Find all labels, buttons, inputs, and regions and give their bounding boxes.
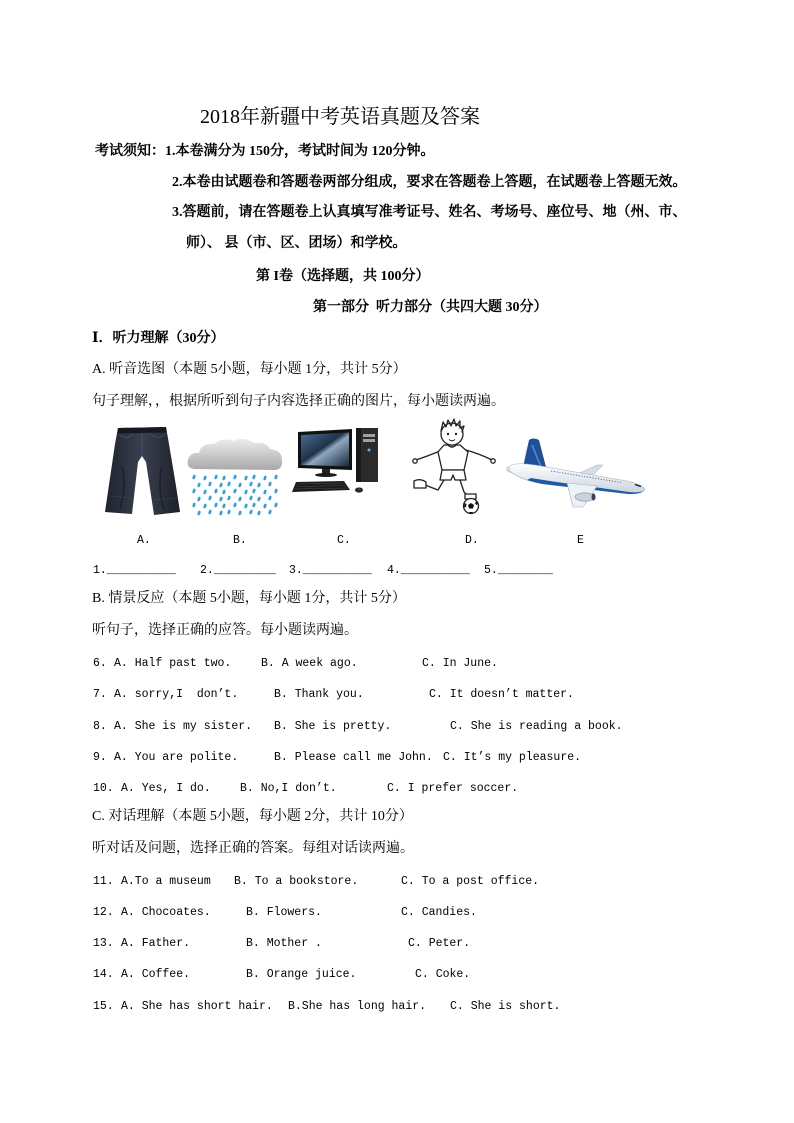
option-b: B.She has long hair. xyxy=(288,1000,427,1013)
option-b: B. She is pretty. xyxy=(274,720,392,733)
raindrop xyxy=(252,474,256,479)
question-number: 8. xyxy=(93,720,107,733)
question-number: 9. xyxy=(93,751,107,764)
question-row xyxy=(0,783,794,797)
option-c: C. She is reading a book. xyxy=(450,720,623,733)
computer-picture xyxy=(292,426,384,502)
picture-label: D. xyxy=(465,534,479,547)
raindrop xyxy=(263,475,267,480)
raindrop xyxy=(214,474,218,479)
option-a: A. Chocoates. xyxy=(121,906,211,919)
section-a-instruction: 句子理解，，根据所听到句子内容选择正确的图片，每小题读两遍。 xyxy=(92,394,505,409)
question-row xyxy=(0,907,794,921)
section-b-heading: B. 情景反应（本题 5小题，每小题 1分，共计 5分） xyxy=(92,591,406,606)
raindrop xyxy=(214,502,218,507)
answer-blank: 2._________ xyxy=(200,564,276,577)
question-row xyxy=(0,938,794,952)
option-c: C. It doesn’t matter. xyxy=(429,688,574,701)
raindrop xyxy=(219,496,223,501)
raindrop xyxy=(238,510,242,515)
option-a: A. You are polite. xyxy=(114,751,239,764)
section-c-instruction: 听对话及问题，选择正确的答案。每组对话读两遍。 xyxy=(92,841,414,856)
raindrop xyxy=(222,475,226,480)
airplane-picture xyxy=(501,437,647,509)
section-a-heading: A. 听音选图（本题 5小题，每小题 1分，共计 5分） xyxy=(92,362,407,377)
question-row xyxy=(0,689,794,703)
question-row xyxy=(0,721,794,735)
exam-notice-item: 师）、 县（市、区、团场）和学校。 xyxy=(186,236,407,251)
option-b: B. Orange juice. xyxy=(246,968,357,981)
option-b: B. Mother . xyxy=(246,937,322,950)
question-number: 15. xyxy=(93,1000,114,1013)
question-row xyxy=(0,1001,794,1015)
option-a: A. Coffee. xyxy=(121,968,191,981)
option-c: C. Coke. xyxy=(415,968,471,981)
raindrop xyxy=(268,495,272,500)
picture-label: A. xyxy=(137,534,151,547)
exam-notice-label: 考试须知： xyxy=(95,144,165,159)
option-b: B. Flowers. xyxy=(246,906,322,919)
question-row xyxy=(0,969,794,983)
picture-label: E xyxy=(577,534,584,547)
raindrop xyxy=(274,488,278,493)
answer-blank: 5.________ xyxy=(484,564,554,577)
raindrop xyxy=(257,482,261,487)
page-title: 2018年新疆中考英语真题及答案 xyxy=(200,106,480,128)
raindrop xyxy=(249,509,253,514)
raindrop xyxy=(238,496,242,501)
option-c: C. Peter. xyxy=(408,937,471,950)
option-c: C. In June. xyxy=(422,657,498,670)
option-b: B. Thank you. xyxy=(274,688,364,701)
raindrop xyxy=(244,475,248,480)
raindrop xyxy=(274,474,278,479)
raindrop xyxy=(233,488,237,493)
raindrop xyxy=(208,481,212,486)
raindrop xyxy=(197,496,201,501)
option-c: C. Candies. xyxy=(401,906,477,919)
raindrop xyxy=(263,489,267,494)
raindrop xyxy=(274,502,278,507)
raindrop xyxy=(257,510,261,515)
option-c: C. I prefer soccer. xyxy=(387,782,519,795)
raindrop xyxy=(268,509,272,514)
picture-label: C. xyxy=(337,534,351,547)
exam-notice-line xyxy=(95,145,435,159)
option-a: A. sorry,I don’t. xyxy=(114,688,239,701)
exam-notice-item: 1.本卷满分为 150分，考试时间为 120分钟。 xyxy=(165,144,435,159)
answer-blank: 1.__________ xyxy=(93,564,176,577)
question-number: 7. xyxy=(93,688,107,701)
question-row xyxy=(0,658,794,672)
question-number: 12. xyxy=(93,906,114,919)
raindrop xyxy=(238,482,242,487)
raindrop xyxy=(252,488,256,493)
section-title: Ⅰ．听力理解（30分） xyxy=(92,331,225,346)
raindrop xyxy=(222,503,226,508)
option-a: A.To a museum xyxy=(121,875,211,888)
raindrop xyxy=(249,481,253,486)
answer-blank: 3.__________ xyxy=(289,564,372,577)
question-number: 14. xyxy=(93,968,114,981)
option-c: C. She is short. xyxy=(450,1000,561,1013)
picture-label: B. xyxy=(233,534,247,547)
raindrop xyxy=(203,475,207,480)
jeans-picture xyxy=(102,426,182,516)
question-number: 6. xyxy=(93,657,107,670)
raindrop xyxy=(222,489,226,494)
exam-notice-item: 3.答题前，请在答题卷上认真填写准考证号、姓名、考场号、座位号、地（州、市、 xyxy=(172,205,687,220)
volume-title: 第 I卷（选择题，共 100分） xyxy=(256,269,430,284)
question-number: 11. xyxy=(93,875,114,888)
raindrop xyxy=(208,495,212,500)
section-b-instruction: 听句子，选择正确的应答。每小题读两遍。 xyxy=(92,623,358,638)
option-c: C. It’s my pleasure. xyxy=(443,751,582,764)
question-number: 10. xyxy=(93,782,114,795)
boy-playing-soccer-picture xyxy=(410,418,496,515)
raindrop xyxy=(203,489,207,494)
option-b: B. To a bookstore. xyxy=(234,875,359,888)
option-a: A. Yes, I do. xyxy=(121,782,211,795)
option-a: A. She is my sister. xyxy=(114,720,253,733)
section-c-heading: C. 对话理解（本题 5小题，每小题 2分，共计 10分） xyxy=(92,809,413,824)
question-row xyxy=(0,752,794,766)
raindrop xyxy=(208,509,212,514)
raindrop xyxy=(268,481,272,486)
option-a: A. She has short hair. xyxy=(121,1000,273,1013)
raindrop xyxy=(263,503,267,508)
raindrop xyxy=(252,502,256,507)
raindrop xyxy=(257,496,261,501)
raindrop xyxy=(233,474,237,479)
option-a: A. Father. xyxy=(121,937,191,950)
raindrop xyxy=(197,482,201,487)
question-number: 13. xyxy=(93,937,114,950)
raindrop xyxy=(192,502,196,507)
raindrop xyxy=(249,495,253,500)
raindrop xyxy=(233,502,237,507)
raindrop xyxy=(227,509,231,514)
rain-cloud-picture xyxy=(186,437,284,517)
answer-blank: 4.__________ xyxy=(387,564,470,577)
raindrop xyxy=(203,503,207,508)
raindrop xyxy=(219,482,223,487)
question-row xyxy=(0,876,794,890)
raindrop xyxy=(192,488,196,493)
raindrop xyxy=(219,510,223,515)
option-b: B. Please call me John. xyxy=(274,751,433,764)
raindrop xyxy=(192,474,196,479)
part-title: 第一部分 听力部分（共四大题 30分） xyxy=(313,300,548,315)
option-a: A. Half past two. xyxy=(114,657,232,670)
raindrop xyxy=(244,503,248,508)
raindrop xyxy=(197,510,201,515)
raindrop xyxy=(227,495,231,500)
option-b: B. No,I don’t. xyxy=(240,782,337,795)
raindrop xyxy=(244,489,248,494)
raindrop xyxy=(227,481,231,486)
raindrop xyxy=(214,488,218,493)
option-b: B. A week ago. xyxy=(261,657,358,670)
exam-notice-item: 2.本卷由试题卷和答题卷两部分组成，要求在答题卷上答题，在试题卷上答题无效。 xyxy=(172,175,687,190)
option-c: C. To a post office. xyxy=(401,875,540,888)
